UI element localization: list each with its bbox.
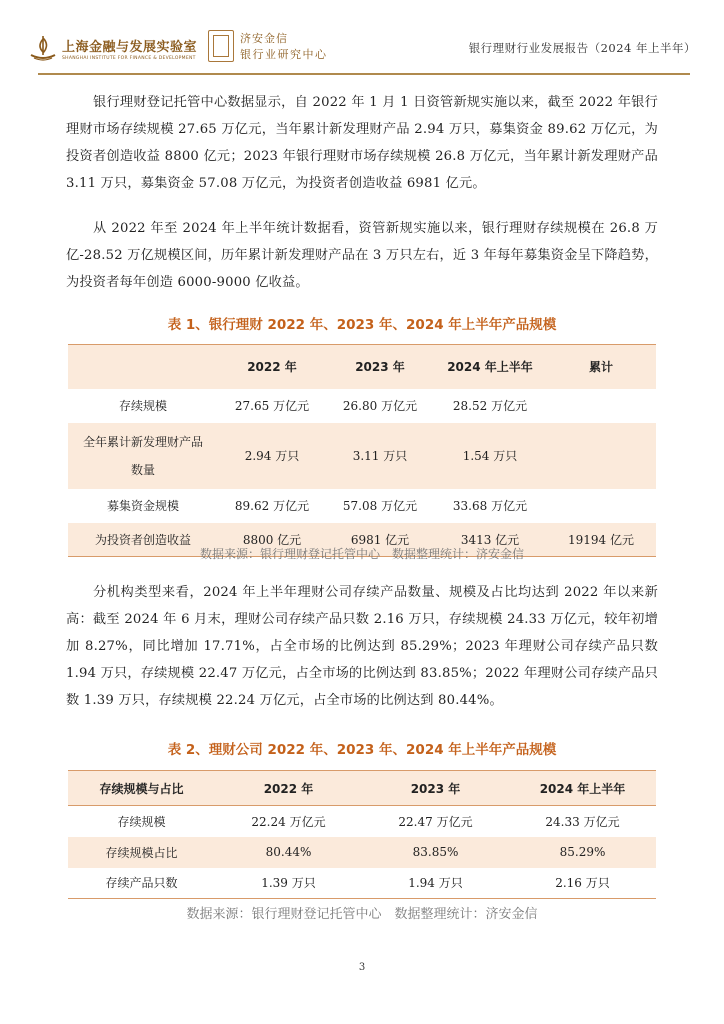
row-label: 存续产品只数 — [105, 876, 178, 891]
report-title: 银行理财行业发展报告（2024 年上半年） — [468, 41, 696, 55]
paragraph-3: 分机构类型来看，2024 年上半年理财公司存续产品数量、规模及占比均达到 2022 年以来新高：截至 2024 年 6 月末，理财公司存续产品只数 2.16 万只，存续规模 24.33 万亿元，较年初增加 8.27%，同比增加 17.71%，占全市场的比例达到 85.29%；2023 年理财公司存续产品只数 1.94 万只，存续规模 22.47 万亿元，占全市场的比例达到 83.85%；2022 年理财公司存续产品只数 1.39 万只，存续规模 22.24 万亿元，占全市场的比例达到 80.44%。 — [66, 585, 658, 708]
table-cell: 28.52 万亿元 — [452, 399, 528, 413]
table1-caption: 表 1、银行理财 2022 年、2023 年、2024 年上半年产品规模 — [167, 317, 557, 333]
table-cell: 1.94 万只 — [408, 876, 463, 891]
logo2-line2: 银行业研究中心 — [240, 48, 328, 61]
table-cell: 2.94 万只 — [244, 449, 300, 463]
table2-source: 数据来源：银行理财登记托管中心 数据整理统计：济安金信 — [186, 907, 538, 922]
table-row — [68, 837, 656, 868]
table-cell: 3413 亿元 — [460, 532, 520, 547]
table2-header-2023: 2023 年 — [410, 781, 461, 796]
seal-icon — [208, 30, 234, 62]
table-cell: 8800 亿元 — [242, 532, 302, 547]
table1-source: 数据来源：银行理财登记托管中心 数据整理统计：济安金信 — [199, 547, 524, 561]
row-label: 存续规模占比 — [105, 845, 178, 860]
row-label: 存续规模 — [117, 814, 166, 829]
table-cell: 22.47 万亿元 — [398, 814, 473, 829]
logo-subtitle: SHANGHAI INSTITUTE FOR FINANCE & DEVELOPMENT — [62, 55, 196, 61]
table2-caption: 表 2、理财公司 2022 年、2023 年、2024 年上半年产品规模 — [167, 742, 557, 758]
ship-logo-icon — [28, 33, 58, 63]
table-row — [68, 489, 656, 523]
table-cell: 26.80 万亿元 — [342, 399, 418, 413]
table-cell: 3.11 万只 — [352, 449, 408, 463]
table2 — [68, 770, 656, 899]
logo2-line1: 济安金信 — [240, 32, 288, 45]
table2-header-row — [68, 771, 656, 806]
table-cell: 22.24 万亿元 — [251, 814, 326, 829]
table-cell: 57.08 万亿元 — [342, 499, 418, 513]
paragraph-1: 银行理财登记托管中心数据显示，自 2022 年 1 月 1 日资管新规实施以来，截至 2022 年银行理财市场存续规模 27.65 万亿元，当年累计新发理财产品 2.94 万只，募集资金 89.62 万亿元，为投资者创造收益 8800 亿元；2023 年银行理财市场存续规模 26.8 万亿元，当年累计新发理财产品 3.11 万只，募集资金 57.08 万亿元，为投资者创造收益 6981 亿元。 — [66, 95, 658, 191]
page-number: 3 — [358, 962, 366, 973]
row-label: 为投资者创造收益 — [94, 532, 191, 547]
table-cell — [546, 489, 656, 523]
table-row — [68, 806, 656, 837]
table1-header-2024h1: 2024 年上半年 — [447, 360, 533, 375]
table1-header-row — [68, 345, 656, 389]
logo-name: 上海金融与发展实验室 — [62, 39, 198, 55]
table-cell: 83.85% — [412, 845, 459, 859]
table-cell: 33.68 万亿元 — [452, 499, 528, 513]
table-cell: 80.44% — [265, 845, 312, 859]
table1-header-blank — [68, 345, 218, 389]
table-cell: 19194 亿元 — [568, 532, 634, 547]
table2-header-2022: 2022 年 — [263, 781, 314, 796]
table-cell: 1.54 万只 — [462, 449, 518, 463]
row-label: 存续规模 — [118, 399, 167, 413]
table2-header-label: 存续规模与占比 — [99, 781, 184, 796]
table1 — [68, 344, 656, 557]
table2-header-2024h1: 2024 年上半年 — [539, 781, 626, 796]
table-cell: 6981 亿元 — [350, 532, 410, 547]
jian-logo — [208, 26, 328, 66]
sifd-logo — [28, 28, 197, 68]
table-cell: 27.65 万亿元 — [234, 399, 310, 413]
row-label: 全年累计新发理财产品数量 — [82, 434, 203, 477]
table-cell: 85.29% — [559, 845, 606, 859]
page-header — [28, 26, 696, 72]
table1-header-2023: 2023 年 — [355, 360, 405, 375]
table-row — [68, 389, 656, 423]
paragraph-2: 从 2022 年至 2024 年上半年统计数据看，资管新规实施以来，银行理财存续规模在 26.8 万亿-28.52 万亿规模区间，历年累计新发理财产品在 3 万只左右，近 3 年每年募集资金呈下降趋势，为投资者每年创造 6000-9000 亿收益。 — [66, 221, 658, 290]
table-cell: 24.33 万亿元 — [545, 814, 620, 829]
table-row — [68, 868, 656, 899]
table1-header-2022: 2022 年 — [247, 360, 297, 375]
table1-header-total: 累计 — [588, 360, 613, 375]
table-cell — [546, 389, 656, 423]
table-cell: 2.16 万只 — [555, 876, 610, 891]
table-cell: 89.62 万亿元 — [234, 499, 310, 513]
table-cell: 1.39 万只 — [261, 876, 316, 891]
table-row — [68, 423, 656, 489]
table-cell — [546, 423, 656, 489]
row-label: 募集资金规模 — [106, 499, 179, 513]
header-divider — [38, 73, 690, 75]
